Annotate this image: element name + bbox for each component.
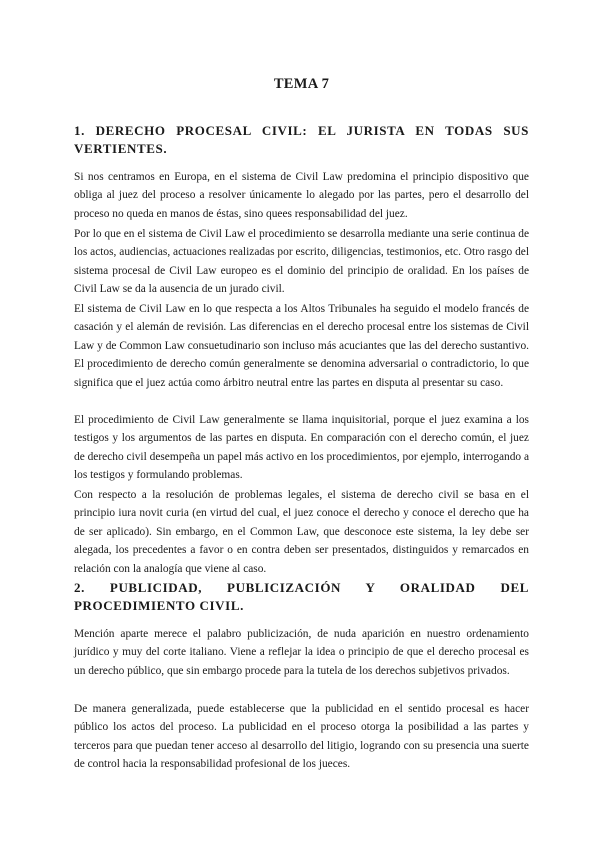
page-title: TEMA 7 [273, 76, 330, 92]
paragraph: Si nos centramos en Europa, en el sistema de Civil Law predomina el principio dispositivo que obliga al juez del proceso a resolver únicamente lo alegado por las partes, pero el desarrollo del proceso no queda en manos de éstas, sino quees responsabilidad del juez. [74, 171, 529, 220]
paragraph: El procedimiento de Civil Law generalmente se llama inquisitorial, porque el juez examina a los testigos y los argumentos de las partes en disputa. En comparación con el derecho común, el juez de derecho civil desempeña un papel más activo en los procedimientos, por ejemplo, interrogando a los testigos y formulando problemas. [74, 414, 529, 482]
paragraph: El sistema de Civil Law en lo que respecta a los Altos Tribunales ha seguido el modelo francés de casación y el alemán de revisión. Las diferencias en el derecho procesal entre los sistemas de Civil Law y de Common Law consuetudinario son incluso más acuciantes que las del derecho sustantivo. El procedimiento de derecho común generalmente se denomina adversarial o contradictorio, lo que significa que el juez actúa como árbitro neutral entre las partes en disputa al presentar su caso. [74, 303, 529, 389]
paragraph: De manera generalizada, puede establecerse que la publicidad en el sentido procesal es hacer público los actos del proceso. La publicidad en el proceso otorga la posibilidad a las partes y terceros para que puedan tener acceso al desarrollo del litigio, logrando con su presencia una suerte de control hacia la responsabilidad profesional de los jueces. [74, 703, 529, 771]
section-heading-1: 1. DERECHO PROCESAL CIVIL: EL JURISTA EN TODAS SUS VERTIENTES. [74, 123, 529, 156]
section-heading-2: 2. PUBLICIDAD, PUBLICIZACIÓN Y ORALIDAD DEL PROCEDIMIENTO CIVIL. [74, 580, 529, 613]
paragraph: Con respecto a la resolución de problemas legales, el sistema de derecho civil se basa en el principio iura novit curia (en virtud del cual, el juez conoce el derecho y conoce el derecho que ha de ser aplicado). Sin embargo, en el Common Law, que desconoce este sistema, la ley debe ser alegada, los precedentes a favor o en contra deben ser presentados, distinguidos y remarcados en relación con la analogía que viene al caso. [74, 489, 529, 575]
paragraph: Por lo que en el sistema de Civil Law el procedimiento se desarrolla mediante una serie continua de los actos, audiencias, actuaciones realizadas por escrito, diligencias, testimonios, etc. Otro rasgo del sistema procesal de Civil Law europeo es el dominio del principio de oralidad. En los países de Civil Law se da la ausencia de un jurado civil. [74, 228, 529, 296]
paragraph: Mención aparte merece el palabro publicización, de nuda aparición en nuestro ordenamiento jurídico y muy del corte italiano. Viene a reflejar la idea o principio de que el derecho procesal es un derecho público, que sin embargo procede para la tutela de los derechos subjetivos privados. [74, 628, 529, 677]
